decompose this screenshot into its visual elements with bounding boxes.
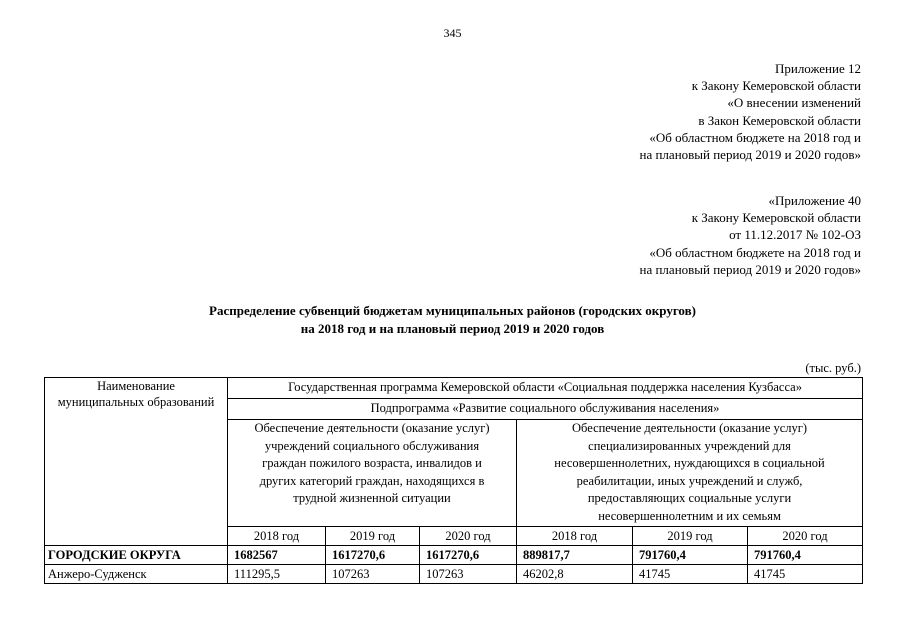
appendix-original-header <box>640 192 862 278</box>
row-value: 1617270,6 <box>326 545 420 564</box>
units-label: (тыс. руб.) <box>805 361 861 375</box>
subprogram-header: Подпрограмма «Развитие социального обслуживания населения» <box>228 399 863 420</box>
year-header: 2020 год <box>420 526 517 545</box>
row-value: 889817,7 <box>517 545 633 564</box>
appendix-line: «Об областном бюджете на 2018 год и <box>649 244 861 260</box>
municipality-header-line: муниципальных образований <box>57 395 215 409</box>
appendix-line: «О внесении изменений <box>727 95 861 111</box>
row-name: ГОРОДСКИЕ ОКРУГА <box>45 545 228 564</box>
table-row-total <box>45 545 863 564</box>
group2-line: реабилитации, иных учреждений и служб, <box>576 473 803 488</box>
table-row <box>45 564 863 583</box>
group2-line: предоставляющих социальные услуги <box>587 491 792 506</box>
group1-line: трудной жизненной ситуации <box>293 491 451 506</box>
year-header: 2019 год <box>326 526 420 545</box>
municipality-header <box>45 378 228 546</box>
row-name: Анжеро-Судженск <box>45 564 228 583</box>
group2-line: несовершеннолетним и их семьям <box>598 508 781 523</box>
row-value: 1617270,6 <box>420 545 517 564</box>
title-line-2: на 2018 год и на плановый период 2019 и 2020 годов <box>300 321 605 336</box>
page-number: 345 <box>443 26 462 40</box>
row-value: 46202,8 <box>517 564 633 583</box>
group2-line: несовершеннолетних, нуждающихся в социальной <box>554 456 825 471</box>
row-value: 111295,5 <box>228 564 326 583</box>
year-header: 2020 год <box>748 526 863 545</box>
appendix-current-header <box>640 60 862 163</box>
appendix-line: «Приложение 40 <box>768 193 861 208</box>
group1-header <box>228 420 517 527</box>
subsidy-table <box>44 377 863 584</box>
year-header: 2018 год <box>228 526 326 545</box>
row-value: 1682567 <box>228 545 326 564</box>
group2-line: специализированных учреждений для <box>588 438 791 453</box>
appendix-line: на плановый период 2019 и 2020 годов» <box>639 147 861 163</box>
appendix-line: в Закон Кемеровской области <box>698 112 861 128</box>
year-header: 2018 год <box>517 526 633 545</box>
group1-line: граждан пожилого возраста, инвалидов и <box>262 456 482 471</box>
row-value: 791760,4 <box>633 545 748 564</box>
row-value: 107263 <box>420 564 517 583</box>
appendix-line: «Об областном бюджете на 2018 год и <box>649 129 861 145</box>
group2-line: Обеспечение деятельности (оказание услуг) <box>571 421 808 435</box>
year-header: 2019 год <box>633 526 748 545</box>
group1-line: других категорий граждан, находящихся в <box>259 473 485 488</box>
appendix-line: Приложение 12 <box>774 61 861 76</box>
group1-line: учреждений социального обслуживания <box>264 438 480 453</box>
group1-line: Обеспечение деятельности (оказание услуг) <box>254 421 490 435</box>
appendix-line: на плановый период 2019 и 2020 годов» <box>639 261 861 277</box>
program-header: Государственная программа Кемеровской области «Социальная поддержка населения Кузбасса» <box>228 378 863 399</box>
group2-header <box>517 420 863 527</box>
municipality-header-line: Наименование <box>97 379 175 393</box>
row-value: 791760,4 <box>748 545 863 564</box>
appendix-line: к Закону Кемеровской области <box>691 78 861 94</box>
row-value: 41745 <box>633 564 748 583</box>
row-value: 107263 <box>326 564 420 583</box>
appendix-line: от 11.12.2017 № 102-ОЗ <box>729 227 861 243</box>
row-value: 41745 <box>748 564 863 583</box>
document-title <box>0 302 905 338</box>
appendix-line: к Закону Кемеровской области <box>691 210 861 226</box>
title-line-1: Распределение субвенций бюджетам муниципальных районов (городских округов) <box>209 303 696 318</box>
